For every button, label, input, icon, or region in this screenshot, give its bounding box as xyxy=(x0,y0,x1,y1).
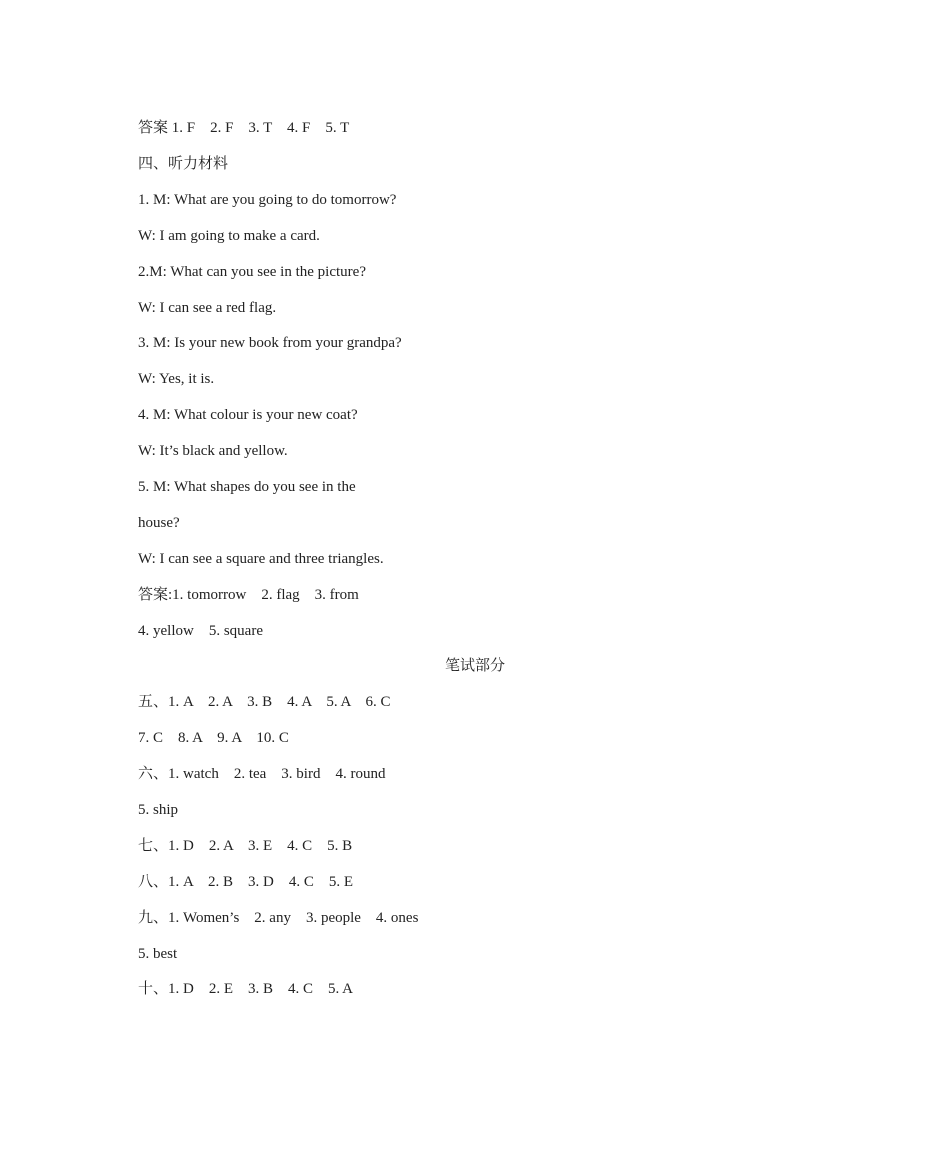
dialogue-2-answer: W: I can see a red flag. xyxy=(138,300,277,316)
answer-section-5: 五、1. A 2. A 3. B 4. A 5. A 6. C xyxy=(138,694,391,710)
answer-section-4: 答案:1. tomorrow 2. flag 3. from xyxy=(138,587,359,603)
answer-section-6: 六、1. watch 2. tea 3. bird 4. round xyxy=(138,766,386,782)
dialogue-4-question: 4. M: What colour is your new coat? xyxy=(138,407,358,423)
answer-section-5-cont: 7. C 8. A 9. A 10. C xyxy=(138,730,289,746)
answer-section-3: 答案 1. F 2. F 3. T 4. F 5. T xyxy=(138,120,350,136)
answer-section-10: 十、1. D 2. E 3. B 4. C 5. A xyxy=(138,981,354,997)
dialogue-5-question-cont: house? xyxy=(138,515,180,531)
answer-section-6-cont: 5. ship xyxy=(138,802,179,818)
dialogue-5-question: 5. M: What shapes do you see in the xyxy=(138,479,356,495)
section-4-heading: 四、听力材料 xyxy=(138,156,229,172)
dialogue-3-answer: W: Yes, it is. xyxy=(138,371,215,387)
dialogue-2-question: 2.M: What can you see in the picture? xyxy=(138,264,366,280)
dialogue-4-answer: W: It’s black and yellow. xyxy=(138,443,288,459)
answer-section-9: 九、1. Women’s 2. any 3. people 4. ones xyxy=(138,910,419,926)
answer-section-4-cont: 4. yellow 5. square xyxy=(138,623,263,639)
answer-section-9-cont: 5. best xyxy=(138,946,178,962)
answer-section-7: 七、1. D 2. A 3. E 4. C 5. B xyxy=(138,838,353,854)
dialogue-1-question: 1. M: What are you going to do tomorrow? xyxy=(138,192,397,208)
dialogue-1-answer: W: I am going to make a card. xyxy=(138,228,320,244)
answer-section-8: 八、1. A 2. B 3. D 4. C 5. E xyxy=(138,874,354,890)
dialogue-3-question: 3. M: Is your new book from your grandpa? xyxy=(138,335,402,351)
written-part-heading: 笔试部分 xyxy=(444,658,505,674)
dialogue-5-answer: W: I can see a square and three triangles. xyxy=(138,551,384,567)
